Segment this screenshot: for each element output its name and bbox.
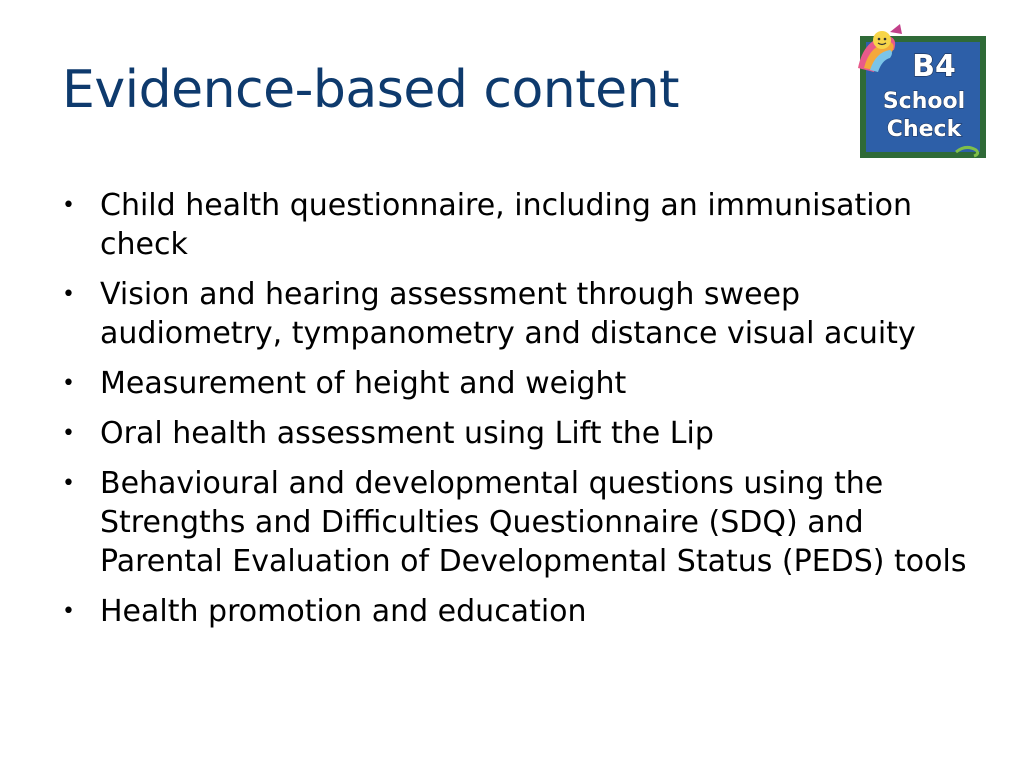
b4-school-check-logo bbox=[856, 20, 990, 160]
bullet-text: Measurement of height and weight bbox=[100, 366, 627, 401]
bullet-dot-icon: • bbox=[62, 471, 75, 496]
bullet-item bbox=[62, 464, 982, 581]
logo-text-line3: Check bbox=[886, 117, 962, 142]
logo-text-line2: School bbox=[882, 89, 966, 114]
bullet-text: Health promotion and education bbox=[100, 594, 587, 629]
bullet-dot-icon: • bbox=[62, 421, 75, 446]
bullet-dot-icon: • bbox=[62, 193, 75, 218]
bullet-item bbox=[62, 414, 982, 453]
bullet-dot-icon: • bbox=[62, 282, 75, 307]
bullet-item bbox=[62, 364, 982, 403]
bullet-dot-icon: • bbox=[62, 599, 75, 624]
slide-title: Evidence-based content bbox=[62, 60, 679, 120]
bullet-text: Oral health assessment using Lift the Lip bbox=[100, 416, 714, 451]
logo-text-line1: B4 bbox=[912, 49, 956, 84]
bullet-item bbox=[62, 275, 982, 353]
bullet-item bbox=[62, 592, 982, 631]
bullet-text: Vision and hearing assessment through sweep audiometry, tympanometry and distance visual acuity bbox=[100, 277, 916, 351]
bullet-text: Behavioural and developmental questions using the Strengths and Difficulties Questionnaire (SDQ) and Parental Evaluation of Developmental Status (PEDS) tools bbox=[100, 466, 967, 579]
bullet-text: Child health questionnaire, including an immunisation check bbox=[100, 188, 912, 262]
bullet-dot-icon: • bbox=[62, 371, 75, 396]
bullet-list bbox=[62, 186, 982, 642]
bullet-item bbox=[62, 186, 982, 264]
